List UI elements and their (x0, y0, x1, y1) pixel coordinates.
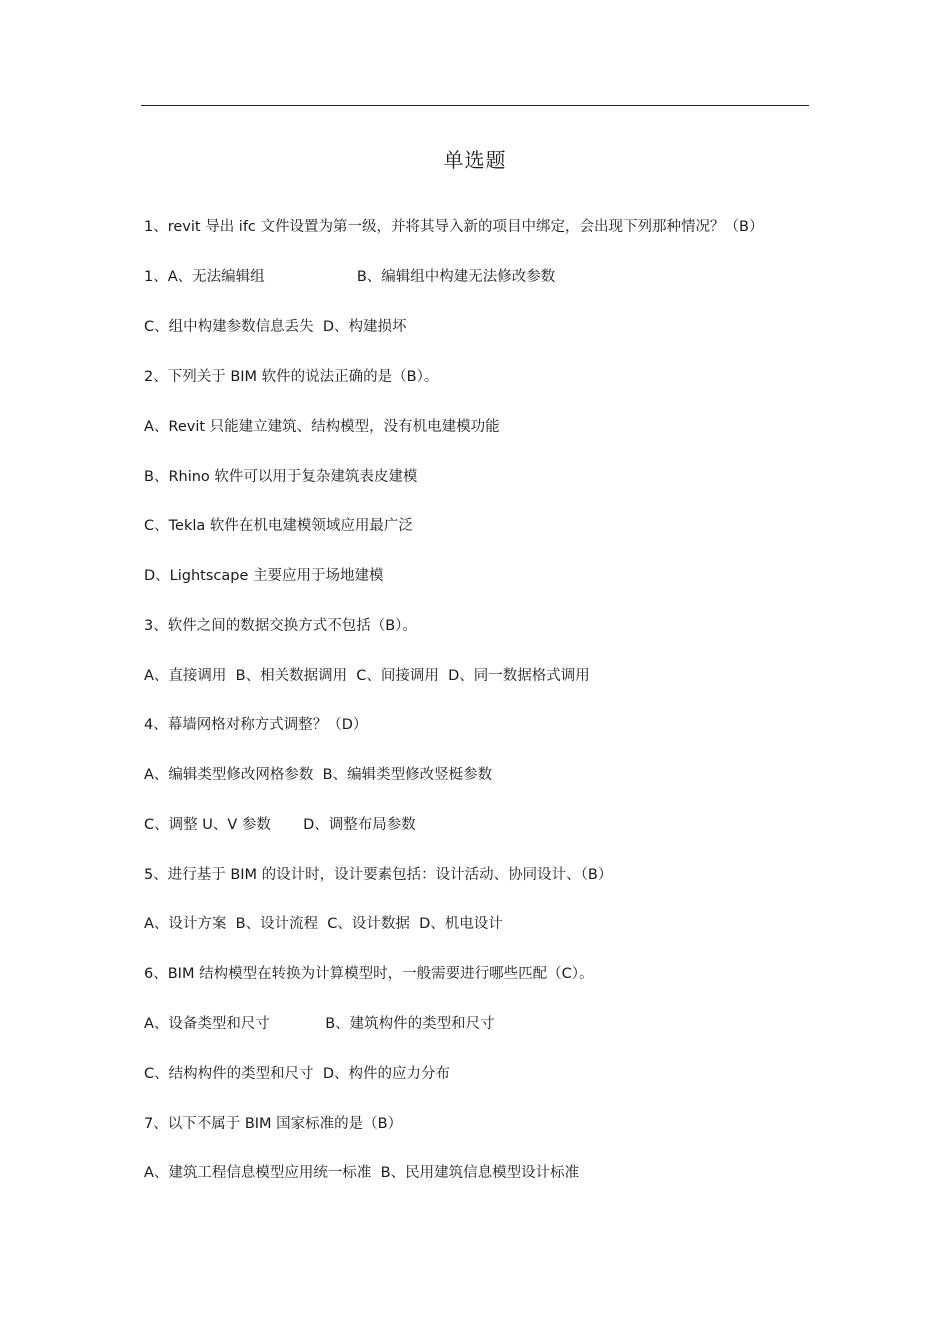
question-7: 7、以下不属于 BIM 国家标准的是（B） (144, 1116, 403, 1132)
question-7-options-ab: A、建筑工程信息模型应用统一标准 B、民用建筑信息模型设计标准 (144, 1165, 580, 1181)
question-2-option-c: C、Tekla 软件在机电建模领域应用最广泛 (144, 518, 413, 534)
question-2-option-d: D、Lightscape 主要应用于场地建模 (144, 568, 384, 584)
question-1-options-ab: 1、A、无法编辑组 B、编辑组中构建无法修改参数 (144, 269, 556, 285)
question-6-options-cd: C、结构构件的类型和尺寸 D、构件的应力分布 (144, 1066, 451, 1082)
header-rule (141, 105, 809, 106)
page-title: 单选题 (443, 148, 507, 172)
question-2: 2、下列关于 BIM 软件的说法正确的是（B）。 (144, 369, 439, 385)
question-5-options: A、设计方案 B、设计流程 C、设计数据 D、机电设计 (144, 916, 503, 932)
question-3: 3、软件之间的数据交换方式不包括（B）。 (144, 618, 417, 634)
question-6: 6、BIM 结构模型在转换为计算模型时，一般需要进行哪些匹配（C）。 (144, 966, 594, 982)
question-4-options-cd: C、调整 U、V 参数 D、调整布局参数 (144, 817, 416, 833)
question-6-options-ab: A、设备类型和尺寸 B、建筑构件的类型和尺寸 (144, 1016, 495, 1032)
question-1-options-cd: C、组中构建参数信息丢失 D、构建损坏 (144, 319, 407, 335)
question-4: 4、幕墙网格对称方式调整？（D） (144, 717, 368, 733)
question-2-option-b: B、Rhino 软件可以用于复杂建筑表皮建模 (144, 469, 418, 485)
question-5: 5、进行基于 BIM 的设计时，设计要素包括：设计活动、协同设计、（B） (144, 867, 613, 883)
question-1: 1、revit 导出 ifc 文件设置为第一级，并将其导入新的项目中绑定，会出现下列那种情况？（B） (144, 219, 764, 235)
question-4-options-ab: A、编辑类型修改网格参数 B、编辑类型修改竖梃参数 (144, 767, 493, 783)
question-3-options: A、直接调用 B、相关数据调用 C、间接调用 D、同一数据格式调用 (144, 668, 590, 684)
question-2-option-a: A、Revit 只能建立建筑、结构模型，没有机电建模功能 (144, 419, 500, 435)
